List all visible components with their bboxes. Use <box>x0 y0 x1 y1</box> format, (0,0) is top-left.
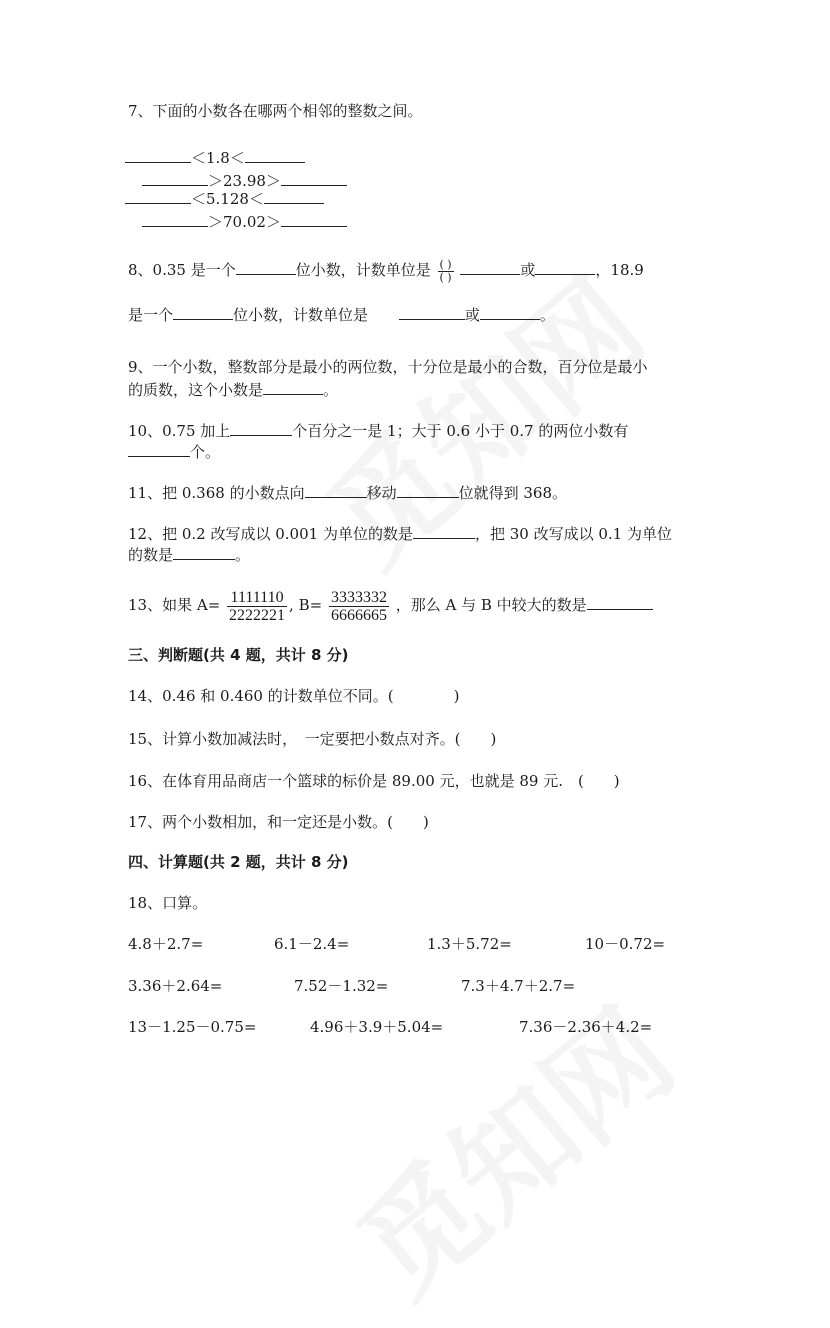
q10-text: 10、0.75 加上 <box>128 422 231 440</box>
q12-text: 12、把 0.2 改写成以 0.001 为单位的数是 <box>128 525 413 543</box>
answer-blank[interactable] <box>230 419 292 436</box>
q8-text: ，18.9 <box>595 261 644 279</box>
q7-row-text: ＞23.98＞ <box>208 172 281 190</box>
q12-text: ，把 30 改写成以 0.1 为单位 <box>474 525 672 543</box>
q13-text: ，那么 A 与 B 中较大的数是 <box>395 596 587 614</box>
q12-line-2 <box>128 543 250 565</box>
q10-line-2 <box>128 440 220 462</box>
answer-blank[interactable] <box>460 258 520 275</box>
calc-item: 1.3＋5.72= <box>427 935 512 953</box>
q10-text: 个百分之一是 1；大于 0.6 小于 0.7 的两位小数有 <box>292 422 629 440</box>
q8-text: 位小数，计数单位是 <box>295 261 431 279</box>
calc-item: 6.1－2.4= <box>274 935 350 953</box>
answer-blank[interactable] <box>264 187 324 204</box>
q11-line <box>128 481 567 503</box>
q16: 16、在体育用品商店一个篮球的标价是 89.00 元，也就是 89 元. ( ) <box>128 772 620 790</box>
calc-item: 7.3＋4.7＋2.7= <box>461 977 576 995</box>
fraction-numerator[interactable]: ( ) <box>439 257 452 271</box>
answer-blank[interactable] <box>535 258 595 275</box>
q7-row-text: ＞70.02＞ <box>208 213 281 231</box>
fraction-a <box>227 589 287 624</box>
answer-blank[interactable] <box>142 169 208 186</box>
section-4-heading: 四、计算题(共 2 题，共计 8 分) <box>128 853 349 871</box>
q7-row-1 <box>125 146 305 168</box>
answer-blank[interactable] <box>173 303 233 320</box>
q7-row-3 <box>125 187 324 209</box>
q15: 15、计算小数加减法时， 一定要把小数点对齐。( ) <box>128 730 497 748</box>
q12-text: 的数是 <box>128 546 174 564</box>
q11-text: 位就得到 368。 <box>458 484 567 502</box>
q11-text: 移动 <box>366 484 397 502</box>
q13-text: 13、如果 A= <box>128 596 221 614</box>
q8-text: 或 <box>520 261 536 279</box>
answer-blank[interactable] <box>399 303 465 320</box>
answer-blank[interactable] <box>173 543 235 560</box>
q7-title: 7、下面的小数各在哪两个相邻的整数之间。 <box>128 102 423 120</box>
answer-blank[interactable] <box>263 378 323 395</box>
calc-item: 7.52－1.32= <box>294 977 389 995</box>
q10-text: 个。 <box>190 443 221 461</box>
fraction-denominator: 6666665 <box>330 606 387 624</box>
q8-fraction <box>438 259 454 284</box>
calc-item: 4.8＋2.7= <box>128 935 204 953</box>
fraction-numerator: 3333332 <box>330 588 387 606</box>
q8-text: 位小数，计数单位是 <box>233 306 369 324</box>
q9-text: 。 <box>323 381 339 399</box>
answer-blank[interactable] <box>128 440 190 457</box>
q8-text: 或 <box>464 306 480 324</box>
answer-blank[interactable] <box>142 210 208 227</box>
q14: 14、0.46 和 0.460 的计数单位不同。( ) <box>128 687 460 705</box>
q11-text: 11、把 0.368 的小数点向 <box>128 484 305 502</box>
q13-text: , B= <box>289 596 323 614</box>
answer-blank[interactable] <box>397 481 459 498</box>
answer-blank[interactable] <box>236 258 296 275</box>
q8-line-2 <box>128 303 555 325</box>
answer-blank[interactable] <box>281 210 347 227</box>
q9-line-1: 9、一个小数，整数部分是最小的两位数，十分位是最小的合数，百分位是最小 <box>128 358 648 376</box>
q12-text: 。 <box>235 546 251 564</box>
q7-row-4 <box>142 210 347 232</box>
answer-blank[interactable] <box>587 593 653 610</box>
answer-blank[interactable] <box>480 303 540 320</box>
q18: 18、口算。 <box>128 894 208 912</box>
fraction-denominator: 2222221 <box>229 606 286 624</box>
fraction-denominator[interactable]: ( ) <box>439 270 452 284</box>
q9-line-2 <box>128 378 338 400</box>
answer-blank[interactable] <box>125 187 191 204</box>
fraction-numerator: 1111110 <box>227 589 287 607</box>
q8-text: 8、0.35 是一个 <box>128 261 236 279</box>
q10-line-1 <box>128 419 628 441</box>
q12-line-1 <box>128 522 672 544</box>
fraction-b <box>329 589 389 624</box>
calc-item: 3.36＋2.64= <box>128 977 223 995</box>
q17: 17、两个小数相加，和一定还是小数。( ) <box>128 813 429 831</box>
calc-item: 10－0.72= <box>585 935 666 953</box>
q8-text: 。 <box>539 306 555 324</box>
q13-line <box>128 586 653 624</box>
section-3-heading: 三、判断题(共 4 题，共计 8 分) <box>128 646 349 664</box>
q7-row-text: ＜5.128＜ <box>191 190 264 208</box>
calc-item: 13－1.25－0.75= <box>128 1018 257 1036</box>
answer-blank[interactable] <box>413 522 475 539</box>
calc-item: 7.36－2.36＋4.2= <box>519 1018 653 1036</box>
answer-blank[interactable] <box>125 146 191 163</box>
q8-line-1 <box>128 258 644 284</box>
answer-blank[interactable] <box>305 481 367 498</box>
q7-row-text: ＜1.8＜ <box>191 149 245 167</box>
q8-text: 是一个 <box>128 306 174 324</box>
answer-blank[interactable] <box>281 169 347 186</box>
q9-text: 的质数，这个小数是 <box>128 381 264 399</box>
calc-item: 4.96＋3.9＋5.04= <box>310 1018 444 1036</box>
answer-blank[interactable] <box>245 146 305 163</box>
